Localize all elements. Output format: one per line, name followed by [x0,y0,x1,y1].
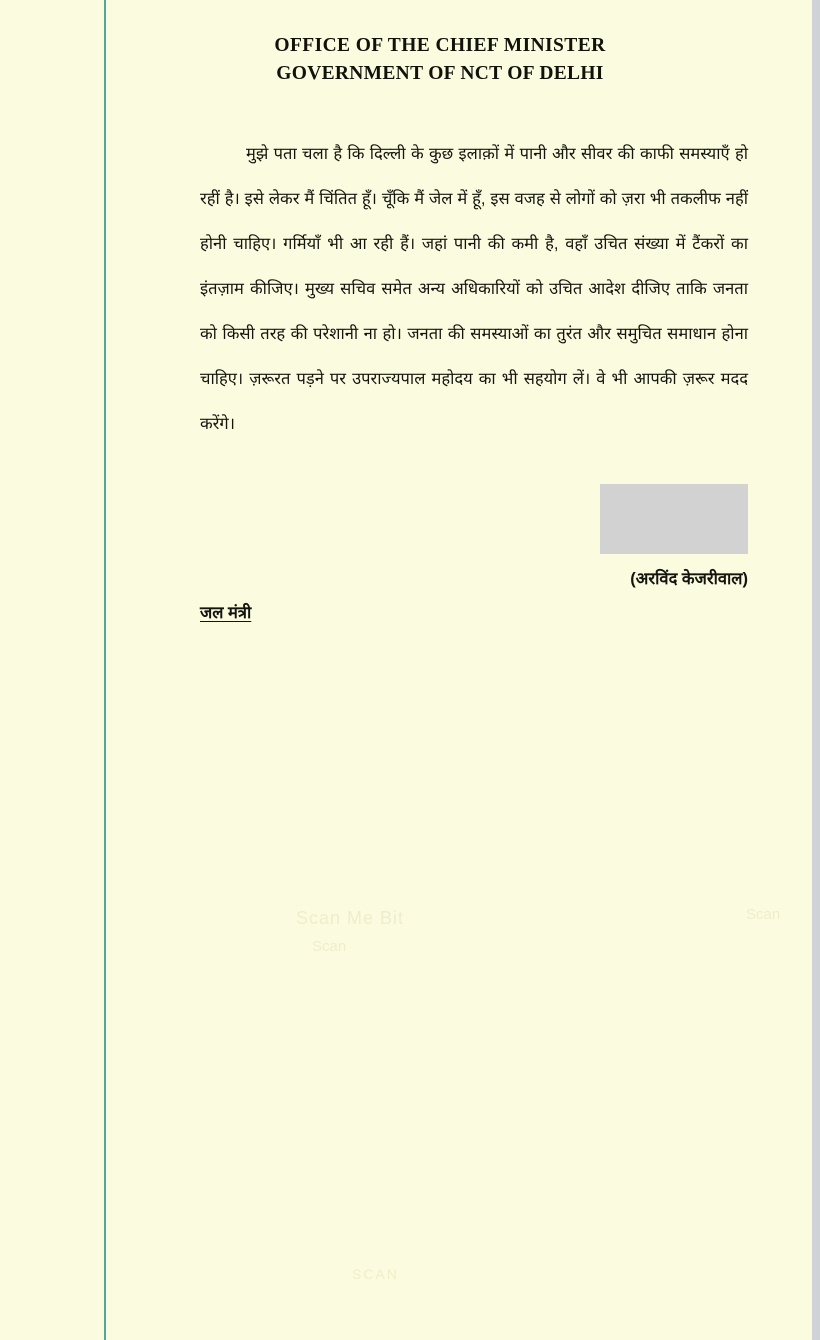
page-left-margin [0,0,104,1340]
letterhead [116,32,764,87]
watermark-text-3: SCAN [352,1266,399,1282]
watermark-text-1: Scan Me Bit [296,908,405,928]
letterhead-line-2: GOVERNMENT OF NCT OF DELHI [276,62,604,84]
signature-name: (अरविंद केजरीवाल) [630,570,748,588]
page-edge-shadow [812,0,820,1340]
letter-body-text: मुझे पता चला है कि दिल्ली के कुछ इलाक़ों में पानी और सीवर की काफी समस्याएँ हो रहीं है। इसे लेकर मैं चिंतित हूँ। चूँकि मैं जेल में हूँ, इस वजह से लोगों को ज़रा भी तकलीफ नहीं होनी चाहिए। गर्मियाँ भी आ रही हैं। जहां पानी की कमी है, वहाँ उचित संख्या में टैंकरों का इंतज़ाम कीजिए। मुख्य सचिव समेत अन्य अधिकारियों को उचित आदेश दीजिए ताकि जनता को किसी तरह की परेशानी ना हो। जनता की समस्याओं का तुरंत और समुचित समाधान होना चाहिए। ज़रूरत पड़ने पर उपराज्यपाल महोदय का भी सहयोग लें। वे भी आपकी ज़रूर मदद करेंगे। [200,145,748,433]
watermark-text-2: Scan [312,938,347,955]
addressee-label: जल मंत्री [200,604,252,622]
margin-rule-line [104,0,106,1340]
document-content [116,0,804,1340]
watermark-text-4: Scan [746,906,781,923]
letterhead-line-1: OFFICE OF THE CHIEF MINISTER [274,35,606,56]
signature-redaction-box [600,484,748,554]
